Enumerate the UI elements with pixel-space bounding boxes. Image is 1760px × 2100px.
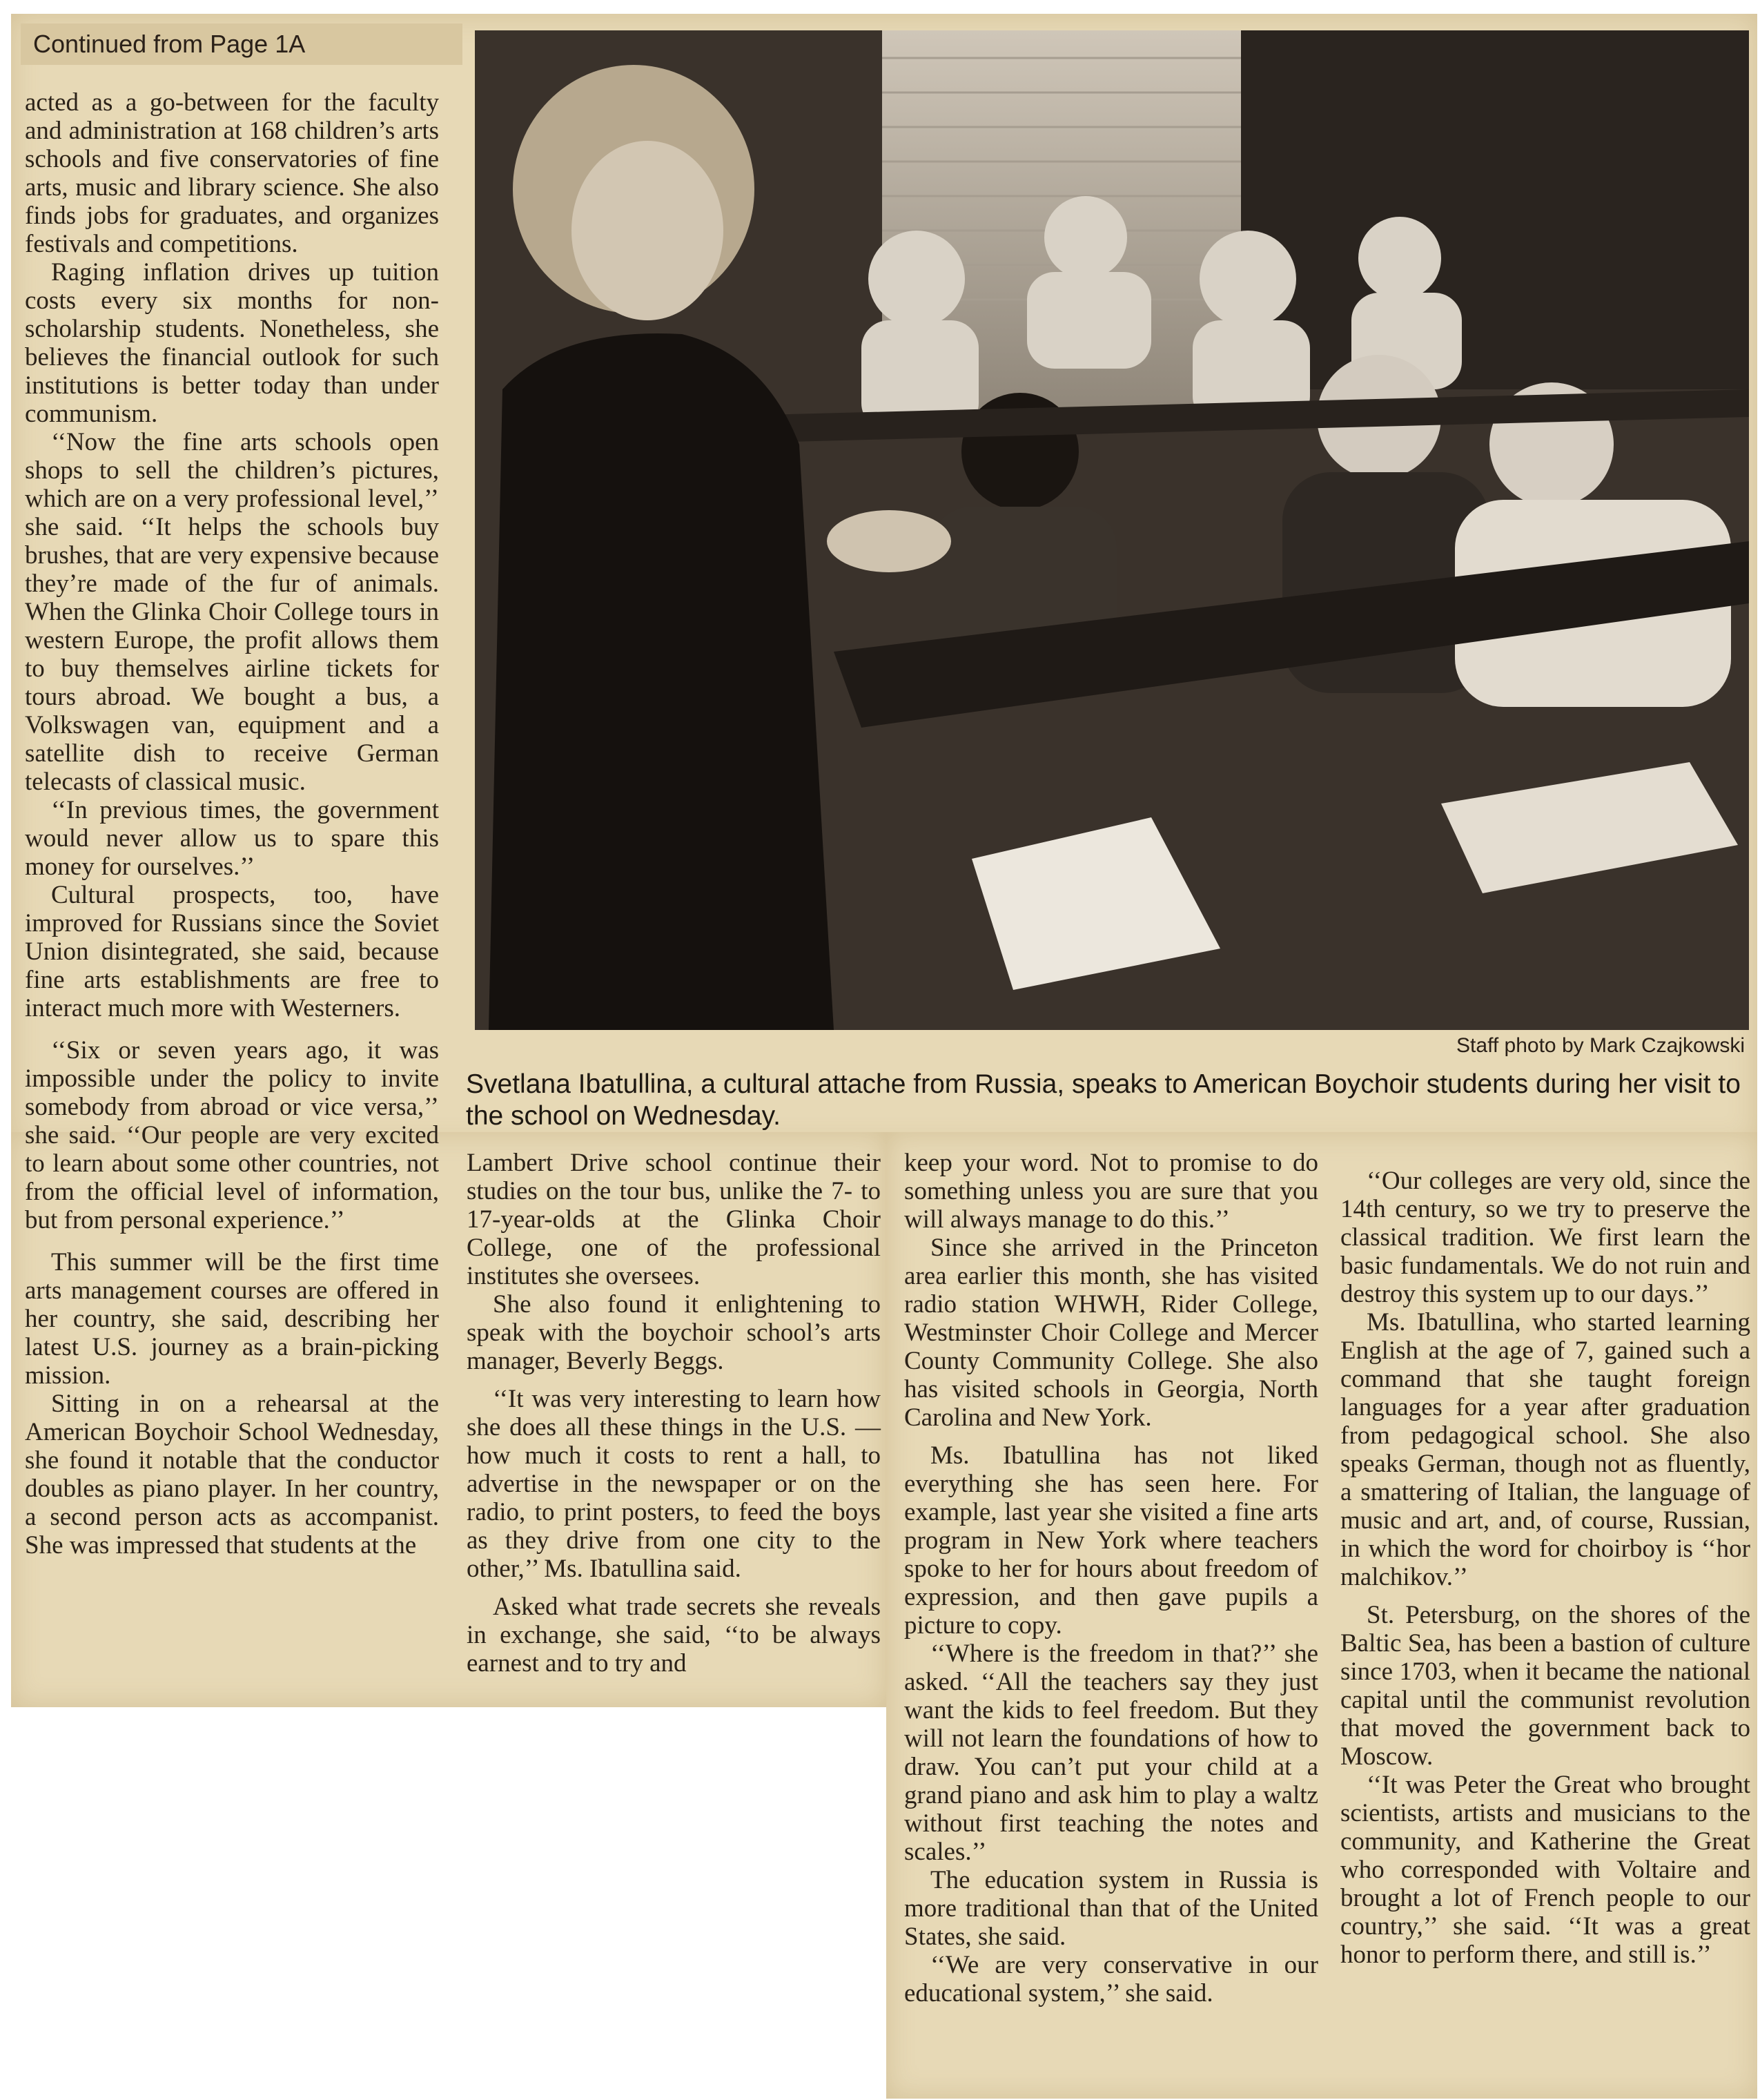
article-paragraph: ‘‘In previous times, the government would never allow us to spare this money for ourselves.’’ — [25, 796, 439, 881]
article-paragraph: ‘‘Our colleges are very old, since the 14th century, so we try to preserve the classical tradition. We first learn the basic fundamentals. We do not ruin and destroy this system up to our days.’’ — [1340, 1167, 1750, 1308]
article-paragraph: Cultural prospects, too, have improved for Russians since the Soviet Union disintegrated, she said, because fine arts establishments are free to interact much more with Westerners. — [25, 881, 439, 1022]
article-paragraph: This summer will be the first time arts management courses are offered in her country, she said, describing her latest U.S. journey as a brain-picking mission. — [25, 1248, 439, 1390]
article-paragraph: St. Petersburg, on the shores of the Baltic Sea, has been a bastion of culture since 1703, when it became the national capital until the communist revolution that moved the government back to Moscow. — [1340, 1601, 1750, 1771]
article-paragraph: ‘‘Where is the freedom in that?’’ she asked. ‘‘All the teachers say they just want the kids to feel freedom. But they will not learn the foundations of how to draw. You can’t put your child at a grand piano and ask him to play a waltz without first teaching the notes and scales.’’ — [904, 1640, 1318, 1866]
article-column-4 — [1340, 1167, 1750, 1969]
article-paragraph: ‘‘It was Peter the Great who brought scientists, artists and musicians to the community, and Katherine the Great who corresponded with Voltaire and brought a lot of French people to our country,’’ she said. ‘‘It was a great honor to perform there, and still is.’’ — [1340, 1771, 1750, 1969]
article-paragraph: Ms. Ibatullina has not liked everything she has seen here. For example, last year she visited a fine arts program in New York where teachers spoke to her for hours about freedom of expression, and then gave pupils a picture to copy. — [904, 1441, 1318, 1640]
article-paragraph: ‘‘Now the fine arts schools open shops to sell the children’s pictures, which are on a very professional level,’’ she said. ‘‘It helps the schools buy brushes, that are very expensive because they’re made of the fur of animals. When the Glinka Choir College tours in western Europe, the profit allows them to buy themselves airline tickets for tours abroad. We bought a bus, a Volkswagen van, equipment and a satellite dish to receive German telecasts of classical music. — [25, 428, 439, 796]
article-paragraph: Ms. Ibatullina, who started learning English at the age of 7, gained such a command that she taught foreign languages for a year after graduation from pedagogical school. She also speaks German, though not as fluently, a smattering of Italian, the language of music and art, and, of course, Russian, in which the word for choirboy is ‘‘hor malchikov.’’ — [1340, 1308, 1750, 1591]
article-paragraph: Lambert Drive school continue their studies on the tour bus, unlike the 7- to 17-year-olds at the Glinka Choir College, one of the professional institutes she oversees. — [467, 1149, 881, 1290]
article-paragraph: She also found it enlightening to speak with the boychoir school’s arts manager, Beverly Beggs. — [467, 1290, 881, 1375]
article-paragraph: Sitting in on a rehearsal at the American Boychoir School Wednesday, she found it notable that the conductor doubles as piano player. In her country, a second person acts as accompanist. She was impressed that students at the — [25, 1390, 439, 1559]
article-paragraph: Since she arrived in the Princeton area earlier this month, she has visited radio station WHWH, Rider College, Westminster Choir College and Mercer County Community College. She also has visited schools in Georgia, North Carolina and New York. — [904, 1234, 1318, 1432]
article-paragraph: ‘‘We are very conservative in our educational system,’’ she said. — [904, 1951, 1318, 2007]
article-paragraph: Asked what trade secrets she reveals in exchange, she said, ‘‘to be always earnest and to try and — [467, 1593, 881, 1678]
article-paragraph: The education system in Russia is more traditional than that of the United States, she said. — [904, 1866, 1318, 1951]
article-paragraph: ‘‘Six or seven years ago, it was impossible under the policy to invite somebody from abroad or vice versa,’’ she said. ‘‘Our people are very excited to learn about some other countries, not from the official level of information, but from personal experience.’’ — [25, 1036, 439, 1234]
article-paragraph: keep your word. Not to promise to do something unless you are sure that you will always manage to do this.’’ — [904, 1149, 1318, 1234]
article-paragraph: ‘‘It was very interesting to learn how she does all these things in the U.S. — how much it costs to rent a hall, to advertise in the newspaper or on the radio, to print posters, to feed the boys as they drive from one city to the other,’’ Ms. Ibatullina said. — [467, 1385, 881, 1583]
photo-credit: Staff photo by Mark Czajkowski — [1456, 1034, 1745, 1057]
photo-caption: Svetlana Ibatullina, a cultural attache from Russia, speaks to American Boychoir students during her visit to the school on Wednesday. — [466, 1069, 1741, 1131]
article-column-1 — [25, 88, 439, 1559]
article-column-3 — [904, 1149, 1318, 2007]
continued-label: Continued from Page 1A — [21, 23, 462, 65]
article-column-2 — [467, 1149, 881, 1678]
article-paragraph: Raging inflation drives up tuition costs every six months for non-scholarship students. Nonetheless, she believes the financial outlook for such institutions is better today than under communism. — [25, 258, 439, 428]
article-paragraph: acted as a go-between for the faculty and administration at 168 children’s arts schools and five conservatories of fine arts, music and library science. She also finds jobs for graduates, and organizes festivals and competitions. — [25, 88, 439, 258]
classroom-photo-illustration — [475, 30, 1749, 1030]
news-photo — [475, 30, 1749, 1030]
